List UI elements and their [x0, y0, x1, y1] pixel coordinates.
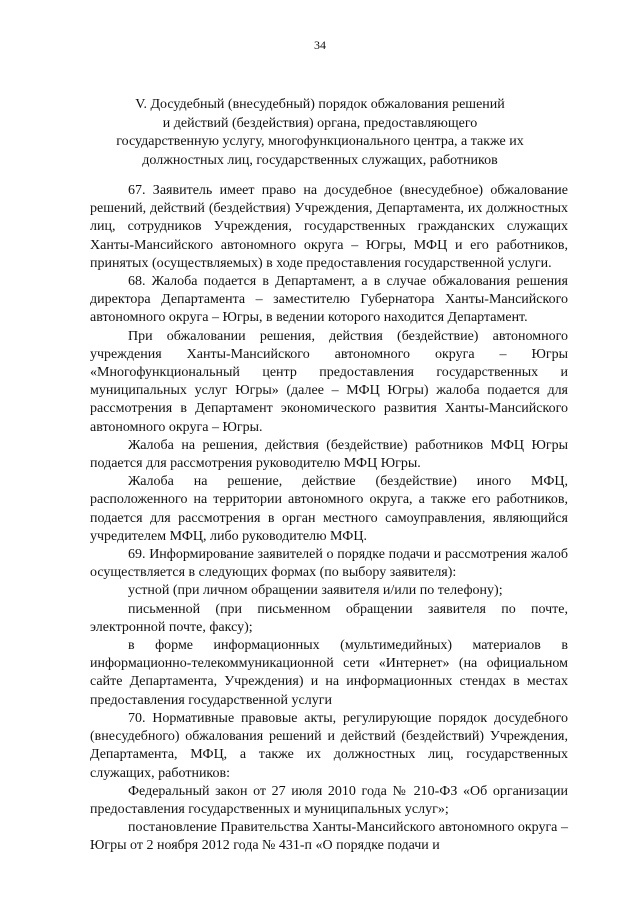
paragraph-67: 67. Заявитель имеет право на досудебное (внесудебное) обжалование решений, действий (бездействия) Учреждения, Департамента, их должностных лиц, сотрудников Учреждения, государственных гражданских служащих Ханты-Мансийского автономного округа – Югры, МФЦ и его работников, принятых (осуществляемых) в ходе предоставления государственной услуги.	[90, 183, 568, 271]
heading-line: и действий (бездействия) органа, предоставляющего	[162, 115, 478, 131]
body-text	[90, 182, 568, 856]
paragraph-70: 70. Нормативные правовые акты, регулирующие порядок досудебного (внесудебного) обжалования решений и действий (бездействий) Учреждения, Департамента, МФЦ, а также их должностных лиц, государственных служащих, работников:	[90, 710, 568, 781]
heading-line: должностных лиц, государственных служащих, работников	[142, 152, 498, 168]
paragraph: При обжаловании решения, действия (бездействие) автономного учреждения Ханты-Мансийского автономного округа – Югры «Многофункциональный центр предоставления государственных и муниципальных услуг Югры» (далее – МФЦ Югры) жалоба подается для рассмотрения в Департамент экономического развития Ханты-Мансийского автономного округа – Югры.	[90, 328, 568, 435]
paragraph: Жалоба на решения, действия (бездействие) работников МФЦ Югры подается для рассмотрения руководителю МФЦ Югры.	[90, 437, 568, 472]
paragraph: в форме информационных (мультимедийных) материалов в информационно-телекоммуникационной сети «Интернет» (на официальном сайте Департамента, Учреждения) и на информационных стендах в местах предоставления государственной услуги	[90, 638, 568, 708]
paragraph-69: 69. Информирование заявителей о порядке подачи и рассмотрения жалоб осуществляется в следующих формах (по выбору заявителя):	[90, 547, 568, 581]
paragraph: устной (при личном обращении заявителя и/или по телефону);	[128, 583, 503, 599]
paragraph: Жалоба на решение, действие (бездействие) иного МФЦ, расположенного на территории автономного округа, а также его работников, подается для рассмотрения в орган местного самоуправления, являющийся учредителем МФЦ, либо руководителю МФЦ.	[90, 474, 568, 544]
paragraph: постановление Правительства Ханты-Мансийского автономного округа – Югры от 2 ноября 2012 года № 431-п «О порядке подачи и	[90, 820, 568, 854]
page-number: 34	[314, 38, 326, 52]
heading-line: V. Досудебный (внесудебный) порядок обжалования решений	[135, 97, 505, 112]
paragraph: письменной (при письменном обращении заявителя по почте, электронной почте, факсу);	[90, 601, 568, 635]
paragraph: Федеральный закон от 27 июля 2010 года № 210-ФЗ «Об организации предоставления государственных и муниципальных услуг»;	[90, 783, 568, 817]
section-heading	[110, 96, 530, 170]
heading-line: государственную услугу, многофункционального центра, а также их	[116, 134, 524, 149]
paragraph-68: 68. Жалоба подается в Департамент, а в случае обжалования решения директора Департамента – заместителю Губернатора Ханты-Мансийского автономного округа – Югры, в ведении которого находится Департамент.	[90, 274, 568, 326]
